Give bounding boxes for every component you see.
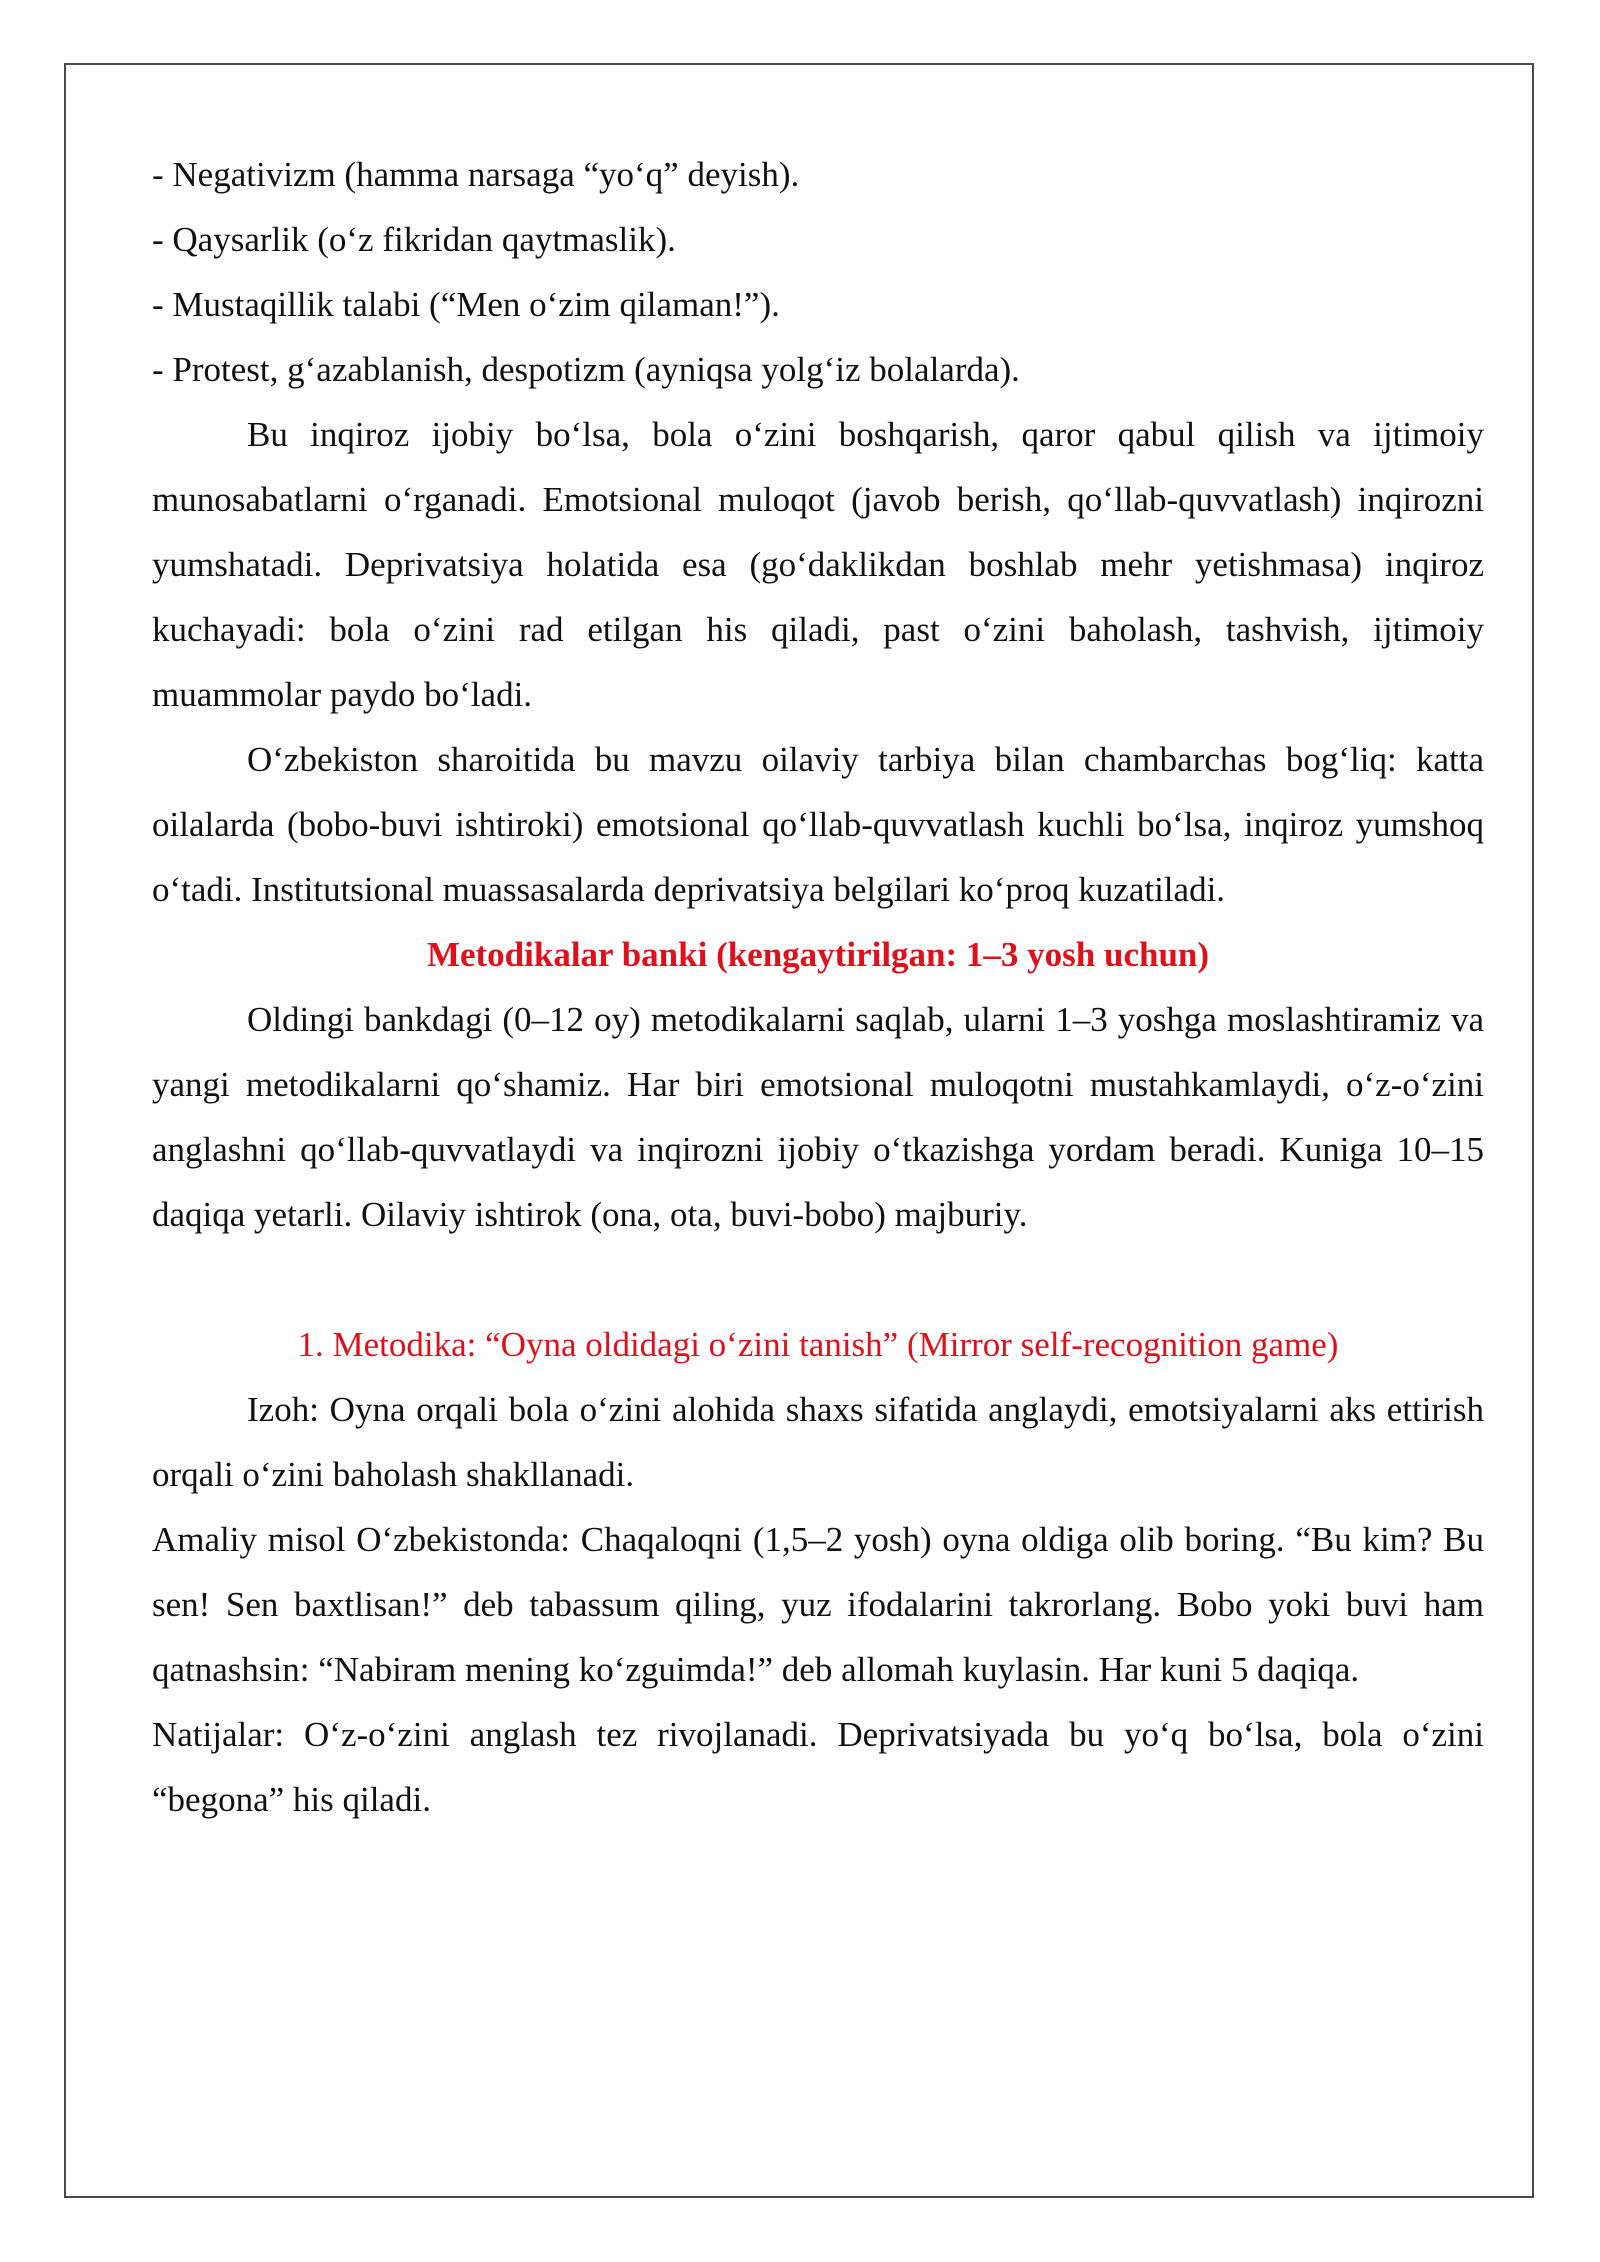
paragraph-crisis: Bu inqiroz ijobiy bo‘lsa, bola o‘zini boshqarish, qaror qabul qilish va ijtimoiy munosabatlarni o‘rganadi. Emotsional muloqot (javob berish, qo‘llab-quvvatlash) inqirozni yumshatadi. Deprivatsiya holatida esa (go‘daklikdan boshlab mehr yetishmasa) inqiroz kuchayadi: bola o‘zini rad etilgan his qiladi, past o‘zini baholash, tashvish, ijtimoiy muammolar paydo bo‘ladi. [152,415,1484,714]
bullet-qaysarlik: - Qaysarlik (o‘z fikridan qaytmaslik). [152,220,676,259]
bullet-negativizm: - Negativizm (hamma narsaga “yo‘q” deyish). [152,155,800,194]
paragraph-izoh: Izoh: Oyna orqali bola o‘zini alohida shaxs sifatida anglaydi, emotsiyalarni aks ettirish orqali o‘zini baholash shakllanadi. [152,1390,1484,1494]
bullet-protest: - Protest, g‘azablanish, despotizm (ayniqsa yolg‘iz bolalarda). [152,350,1020,389]
paragraph-natijalar: Natijalar: O‘z-o‘zini anglash tez rivojlanadi. Deprivatsiyada bu yo‘q bo‘lsa, bola o‘zini “begona” his qiladi. [152,1715,1484,1819]
document-body [152,142,1484,1832]
blank-line [152,1247,1484,1312]
bullet-mustaqillik: - Mustaqillik talabi (“Men o‘zim qilaman!”). [152,285,780,324]
paragraph-methods-intro: Oldingi bankdagi (0–12 oy) metodikalarni saqlab, ularni 1–3 yoshga moslashtiramiz va yangi metodikalarni qo‘shamiz. Har biri emotsional muloqotni mustahkamlaydi, o‘z-o‘zini anglashni qo‘llab-quvvatlaydi va inqirozni ijobiy o‘tkazishga yordam beradi. Kuniga 10–15 daqiqa yetarli. Oilaviy ishtirok (ona, ota, buvi-bobo) majburiy. [152,1000,1484,1234]
paragraph-amaliy-misol: Amaliy misol O‘zbekistonda: Chaqaloqni (1,5–2 yosh) oyna oldiga olib boring. “Bu kim? Bu sen! Sen baxtlisan!” deb tabassum qiling, yuz ifodalarini takrorlang. Bobo yoki buvi ham qatnashsin: “Nabiram mening ko‘zguimda!” deb allomah kuylasin. Har kuni 5 daqiqa. [152,1520,1484,1689]
section-heading: Metodikalar banki (kengaytirilgan: 1–3 yosh uchun) [426,935,1210,974]
paragraph-uzbekistan: O‘zbekiston sharoitida bu mavzu oilaviy tarbiya bilan chambarchas bog‘liq: katta oilalarda (bobo-buvi ishtiroki) emotsional qo‘llab-quvvatlash kuchli bo‘lsa, inqiroz yumshoq o‘tadi. Institutsional muassasalarda deprivatsiya belgilari ko‘proq kuzatiladi. [152,740,1484,909]
method-title: 1. Metodika: “Oyna oldidagi o‘zini tanish” (Mirror self-recognition game) [297,1325,1339,1364]
